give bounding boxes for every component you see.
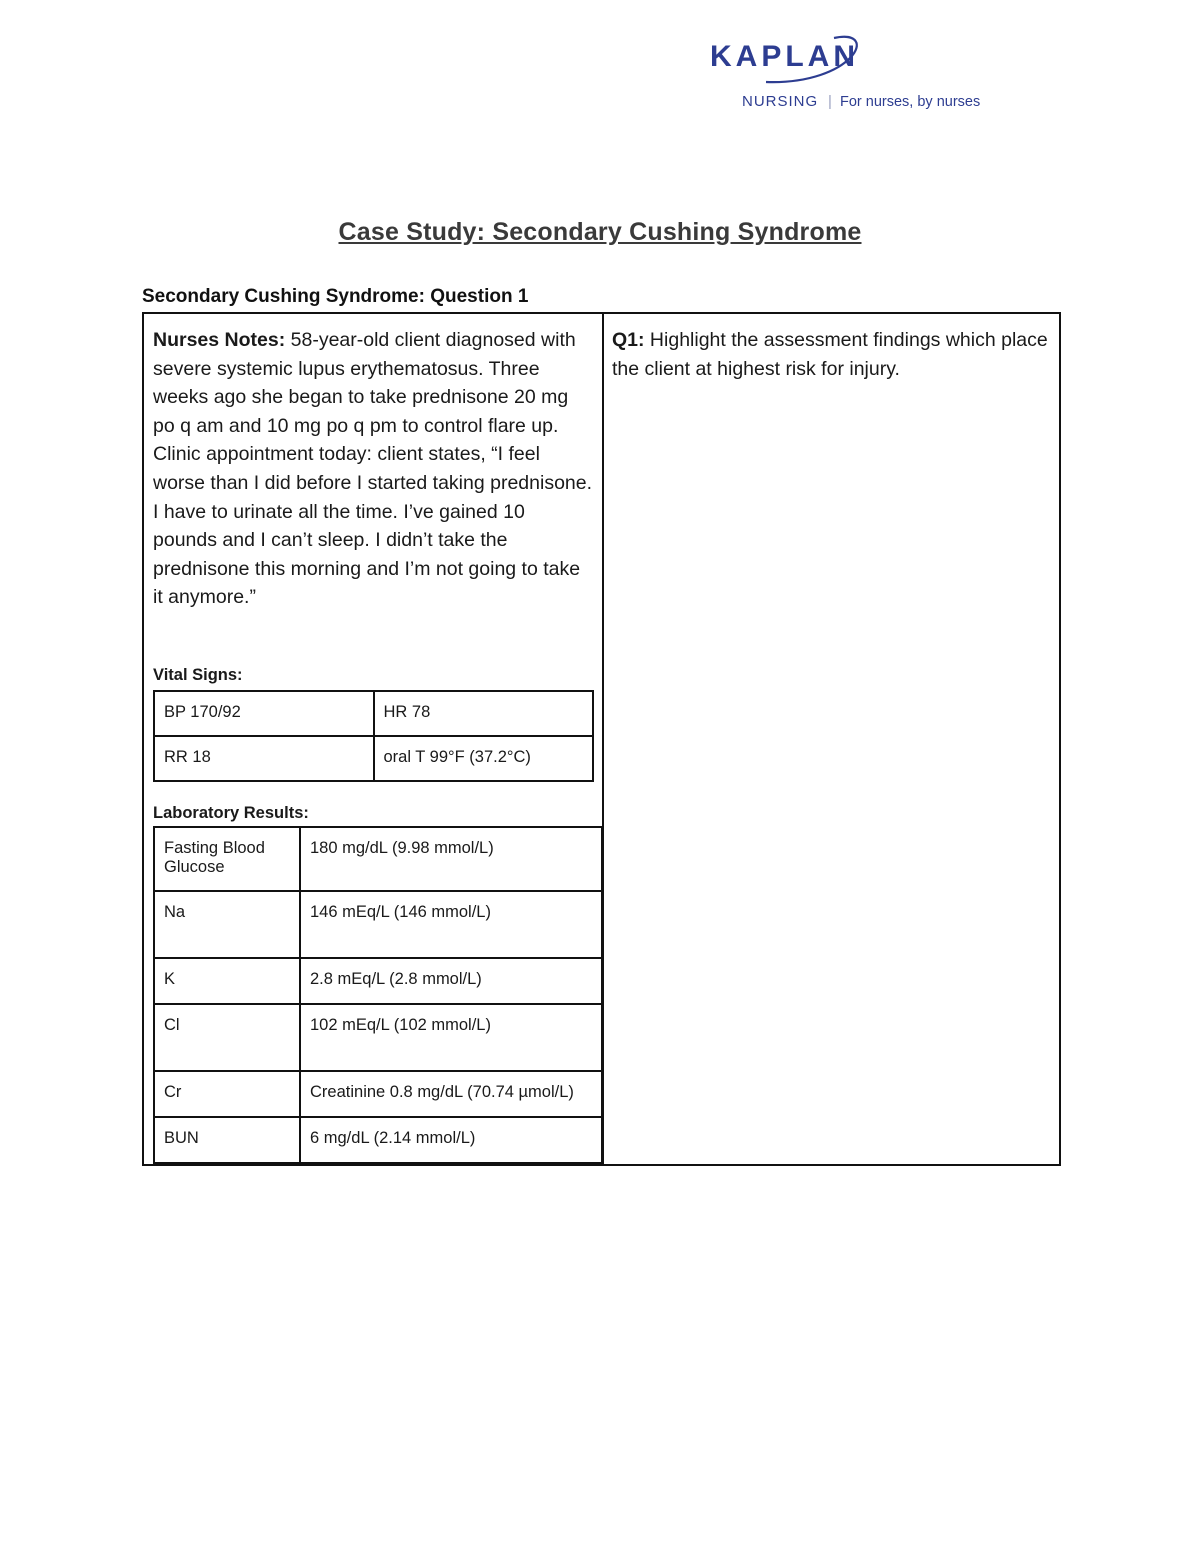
lab-results-label: Laboratory Results: [153,804,309,822]
empty-cell [154,1163,300,1164]
nurses-notes-label: Nurses Notes: [153,329,286,351]
lab-name: Fasting Blood Glucose [154,827,300,891]
table-row [154,736,593,781]
lab-name: BUN [154,1117,300,1163]
lab-name: K [154,958,300,1004]
table-row [154,1117,602,1163]
lab-value: 180 mg/dL (9.98 mmol/L) [300,827,602,891]
lab-value: 102 mEq/L (102 mmol/L) [300,1004,602,1071]
question-text: Highlight the assessment findings which place the client at highest risk for injury. [612,329,1048,380]
question-prompt [612,326,1052,383]
table-row [154,1163,602,1164]
vital-hr: HR 78 [374,691,594,736]
question-heading: Secondary Cushing Syndrome: Question 1 [142,286,529,307]
vital-rr: RR 18 [154,736,374,781]
lab-value: 6 mg/dL (2.14 mmol/L) [300,1117,602,1163]
lab-name: Cl [154,1004,300,1071]
empty-cell [300,1163,602,1164]
logo-graphic [706,30,1006,114]
logo-separator: | [828,93,832,110]
vital-temp: oral T 99°F (37.2°C) [374,736,594,781]
lab-value: 2.8 mEq/L (2.8 mmol/L) [300,958,602,1004]
table-row [154,1004,602,1071]
table-row [154,691,593,736]
case-study-table [142,312,1061,1166]
vital-signs-label: Vital Signs: [153,666,243,684]
logo-tagline-text: For nurses, by nurses [840,94,981,110]
lab-value: Creatinine 0.8 mg/dL (70.74 µmol/L) [300,1071,602,1117]
lab-name: Cr [154,1071,300,1117]
kaplan-nursing-logo [706,30,1006,114]
table-row [154,958,602,1004]
table-row [154,1071,602,1117]
nurses-notes-text: 58-year-old client diagnosed with severe systemic lupus erythematosus. Three weeks ago she began to take prednisone 20 mg po q am and 10 mg po q pm to control flare up. Clinic appointment today: client states, “I feel worse than I did before I started taking prednisone. I have to urinate all the time. I’ve gained 10 pounds and I can’t sleep. I didn’t take the prednisone this morning and I’m not going to take it anymore.” [153,329,593,609]
logo-division-text: NURSING [742,93,819,110]
question-label: Q1: [612,329,645,351]
lab-results-table [153,826,603,1164]
table-row [154,891,602,958]
vital-bp: BP 170/92 [154,691,374,736]
nurses-notes [153,326,593,612]
logo-brand-text: KAPLAN [710,40,859,73]
vital-signs-table [153,690,594,782]
table-row [154,827,602,891]
document-title: Case Study: Secondary Cushing Syndrome [338,218,862,246]
lab-value: 146 mEq/L (146 mmol/L) [300,891,602,958]
lab-name: Na [154,891,300,958]
